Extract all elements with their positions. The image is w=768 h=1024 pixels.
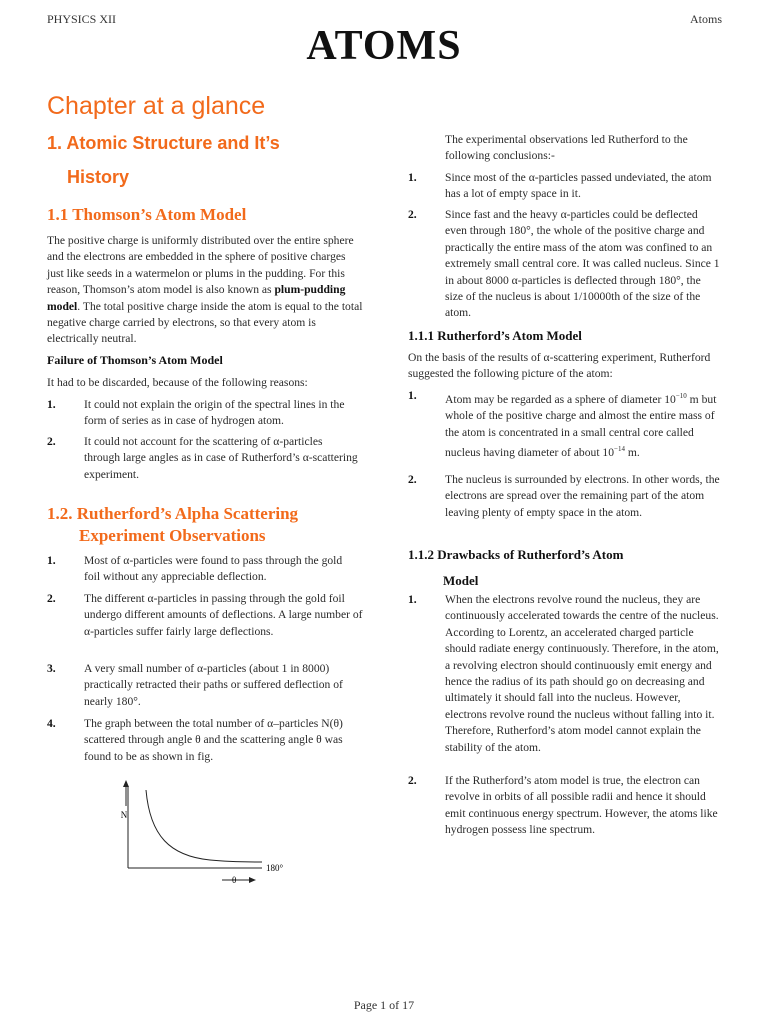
section-heading-line2: History [67,167,130,187]
section-heading-line1: 1. Atomic Structure and It’s [47,133,280,153]
chapter-heading: Chapter at a glance [47,92,266,120]
thomson-paragraph: The positive charge is uniformly distributed over the entire sphere and the electrons are embedded in the sphere of positive charges just like seeds in a watermelon or plums in the pudding. For this reason, Thomson’s atom model is also known as plum-pudding model. The total positive charge inside the atom is equal to the total negative charge carried by electrons, so that every atom is electrically neutral. [47,234,363,346]
y-axis-arrowhead [123,780,129,787]
running-header-subject: PHYSICS XII [47,12,117,26]
thomson-heading: 1.1 Thomson’s Atom Model [47,205,247,224]
failure-intro: It had to be discarded, because of the following reasons: [47,376,308,389]
conclusions-intro: The experimental observations led Rutherford to the following conclusions:- [445,133,688,163]
drawbacks-heading-line2: Model [443,573,479,588]
x-axis-label: θ [232,875,237,885]
page-number: Page 1 of 17 [353,998,415,1012]
scattering-graph [110,776,310,886]
scattering-curve [146,790,262,862]
drawbacks-heading-line1: 1.1.2 Drawbacks of Rutherford’s Atom [408,547,624,562]
failure-heading: Failure of Thomson’s Atom Model [47,353,223,367]
plum-pudding-term: plum-pudding model [47,283,346,313]
y-axis-label: N [120,810,128,820]
alpha-heading-line2: Experiment Observations [79,526,266,545]
page-title: ATOMS [306,23,462,69]
x-axis-arrowhead [249,877,256,883]
alpha-heading-line1: 1.2. Rutherford’s Alpha Scattering [47,504,299,523]
x-axis-end-label: 180° [266,863,284,873]
running-header-chapter: Atoms [689,12,722,26]
rutherford-model-heading: 1.1.1 Rutherford’s Atom Model [408,328,582,343]
rutherford-model-intro: On the basis of the results of α-scattering experiment, Rutherford suggested the following picture of the atom: [408,351,711,381]
